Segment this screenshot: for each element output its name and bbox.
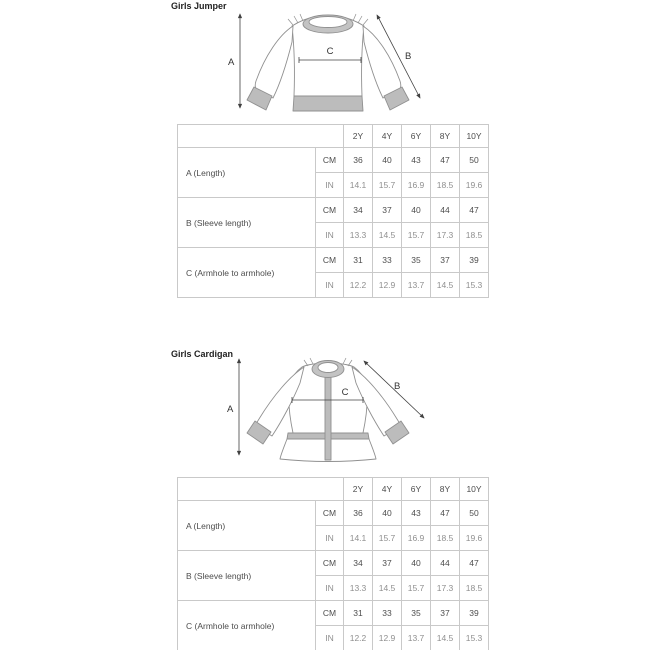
value-cell: 13.3 — [344, 576, 373, 601]
unit-cell: CM — [316, 551, 344, 576]
size-header-cell: 4Y — [373, 125, 402, 148]
value-cell: 12.2 — [344, 273, 373, 298]
table-row — [178, 198, 489, 223]
measurement-label-cell: A (Length) — [178, 148, 316, 198]
value-cell: 15.7 — [373, 526, 402, 551]
value-cell: 19.6 — [460, 173, 489, 198]
value-cell: 14.1 — [344, 173, 373, 198]
measure-label-c: C — [341, 387, 349, 398]
value-cell: 12.9 — [373, 273, 402, 298]
value-cell: 16.9 — [402, 173, 431, 198]
unit-cell: IN — [316, 626, 344, 650]
empty-header-cell — [178, 478, 344, 501]
value-cell: 44 — [431, 198, 460, 223]
cardigan-diagram — [226, 355, 431, 463]
value-cell: 13.3 — [344, 223, 373, 248]
value-cell: 40 — [373, 501, 402, 526]
value-cell: 33 — [373, 248, 402, 273]
value-cell: 37 — [373, 551, 402, 576]
value-cell: 14.5 — [431, 626, 460, 650]
value-cell: 43 — [402, 501, 431, 526]
jumper-sleeve-left — [255, 26, 293, 98]
measure-label-b: B — [394, 381, 401, 392]
value-cell: 14.5 — [373, 576, 402, 601]
table-header-row — [178, 125, 489, 148]
measurement-label-cell: C (Armhole to armhole) — [178, 248, 316, 298]
value-cell: 37 — [431, 248, 460, 273]
size-header-cell: 10Y — [460, 478, 489, 501]
size-header-cell: 2Y — [344, 125, 373, 148]
table-header-row — [178, 478, 489, 501]
size-header-cell: 6Y — [402, 125, 431, 148]
value-cell: 37 — [431, 601, 460, 626]
measurement-label-cell: C (Armhole to armhole) — [178, 601, 316, 650]
measure-label-a: A — [228, 57, 235, 68]
table-row — [178, 601, 489, 626]
size-header-cell: 10Y — [460, 125, 489, 148]
value-cell: 12.9 — [373, 626, 402, 650]
value-cell: 47 — [460, 551, 489, 576]
jumper-size-table — [177, 124, 489, 298]
value-cell: 31 — [344, 248, 373, 273]
section-title: Girls Cardigan — [171, 349, 234, 359]
value-cell: 47 — [460, 198, 489, 223]
value-cell: 17.3 — [431, 223, 460, 248]
unit-cell: CM — [316, 148, 344, 173]
measure-label-b: B — [405, 51, 412, 62]
size-header-cell: 4Y — [373, 478, 402, 501]
value-cell: 39 — [460, 248, 489, 273]
value-cell: 18.5 — [431, 526, 460, 551]
value-cell: 13.7 — [402, 626, 431, 650]
value-cell: 35 — [402, 248, 431, 273]
table-row — [178, 248, 489, 273]
table-row — [178, 551, 489, 576]
measurement-label-cell: B (Sleeve length) — [178, 198, 316, 248]
cardigan-button-placket — [325, 375, 331, 460]
value-cell: 36 — [344, 148, 373, 173]
unit-cell: IN — [316, 223, 344, 248]
unit-cell: CM — [316, 248, 344, 273]
value-cell: 15.3 — [460, 273, 489, 298]
value-cell: 44 — [431, 551, 460, 576]
value-cell: 12.2 — [344, 626, 373, 650]
value-cell: 15.7 — [402, 223, 431, 248]
unit-cell: CM — [316, 601, 344, 626]
measurement-label-cell: B (Sleeve length) — [178, 551, 316, 601]
value-cell: 31 — [344, 601, 373, 626]
jumper-diagram — [226, 10, 426, 114]
jumper-neck-opening — [309, 17, 347, 28]
value-cell: 18.5 — [460, 576, 489, 601]
value-cell: 34 — [344, 551, 373, 576]
value-cell: 33 — [373, 601, 402, 626]
value-cell: 14.5 — [431, 273, 460, 298]
size-header-cell: 6Y — [402, 478, 431, 501]
value-cell: 15.7 — [373, 173, 402, 198]
value-cell: 40 — [373, 148, 402, 173]
size-header-cell: 8Y — [431, 125, 460, 148]
jumper-sleeve-right — [363, 26, 401, 98]
value-cell: 35 — [402, 601, 431, 626]
value-cell: 39 — [460, 601, 489, 626]
value-cell: 40 — [402, 198, 431, 223]
value-cell: 13.7 — [402, 273, 431, 298]
unit-cell: CM — [316, 501, 344, 526]
measure-label-c: C — [326, 46, 334, 57]
value-cell: 43 — [402, 148, 431, 173]
cardigan-size-table — [177, 477, 489, 650]
section-title: Girls Jumper — [171, 1, 227, 11]
table-row — [178, 148, 489, 173]
cardigan-neck-opening — [318, 363, 338, 373]
value-cell: 18.5 — [431, 173, 460, 198]
empty-header-cell — [178, 125, 344, 148]
measure-label-a: A — [227, 404, 234, 415]
value-cell: 36 — [344, 501, 373, 526]
value-cell: 15.7 — [402, 576, 431, 601]
value-cell: 14.1 — [344, 526, 373, 551]
table-row — [178, 501, 489, 526]
measurement-label-cell: A (Length) — [178, 501, 316, 551]
unit-cell: IN — [316, 526, 344, 551]
unit-cell: IN — [316, 576, 344, 601]
unit-cell: IN — [316, 273, 344, 298]
value-cell: 15.3 — [460, 626, 489, 650]
size-header-cell: 2Y — [344, 478, 373, 501]
value-cell: 17.3 — [431, 576, 460, 601]
jumper-hem-band — [293, 96, 363, 111]
value-cell: 37 — [373, 198, 402, 223]
value-cell: 40 — [402, 551, 431, 576]
unit-cell: CM — [316, 198, 344, 223]
unit-cell: IN — [316, 173, 344, 198]
value-cell: 16.9 — [402, 526, 431, 551]
value-cell: 50 — [460, 148, 489, 173]
value-cell: 18.5 — [460, 223, 489, 248]
value-cell: 47 — [431, 148, 460, 173]
value-cell: 34 — [344, 198, 373, 223]
value-cell: 14.5 — [373, 223, 402, 248]
value-cell: 47 — [431, 501, 460, 526]
value-cell: 50 — [460, 501, 489, 526]
value-cell: 19.6 — [460, 526, 489, 551]
size-header-cell: 8Y — [431, 478, 460, 501]
